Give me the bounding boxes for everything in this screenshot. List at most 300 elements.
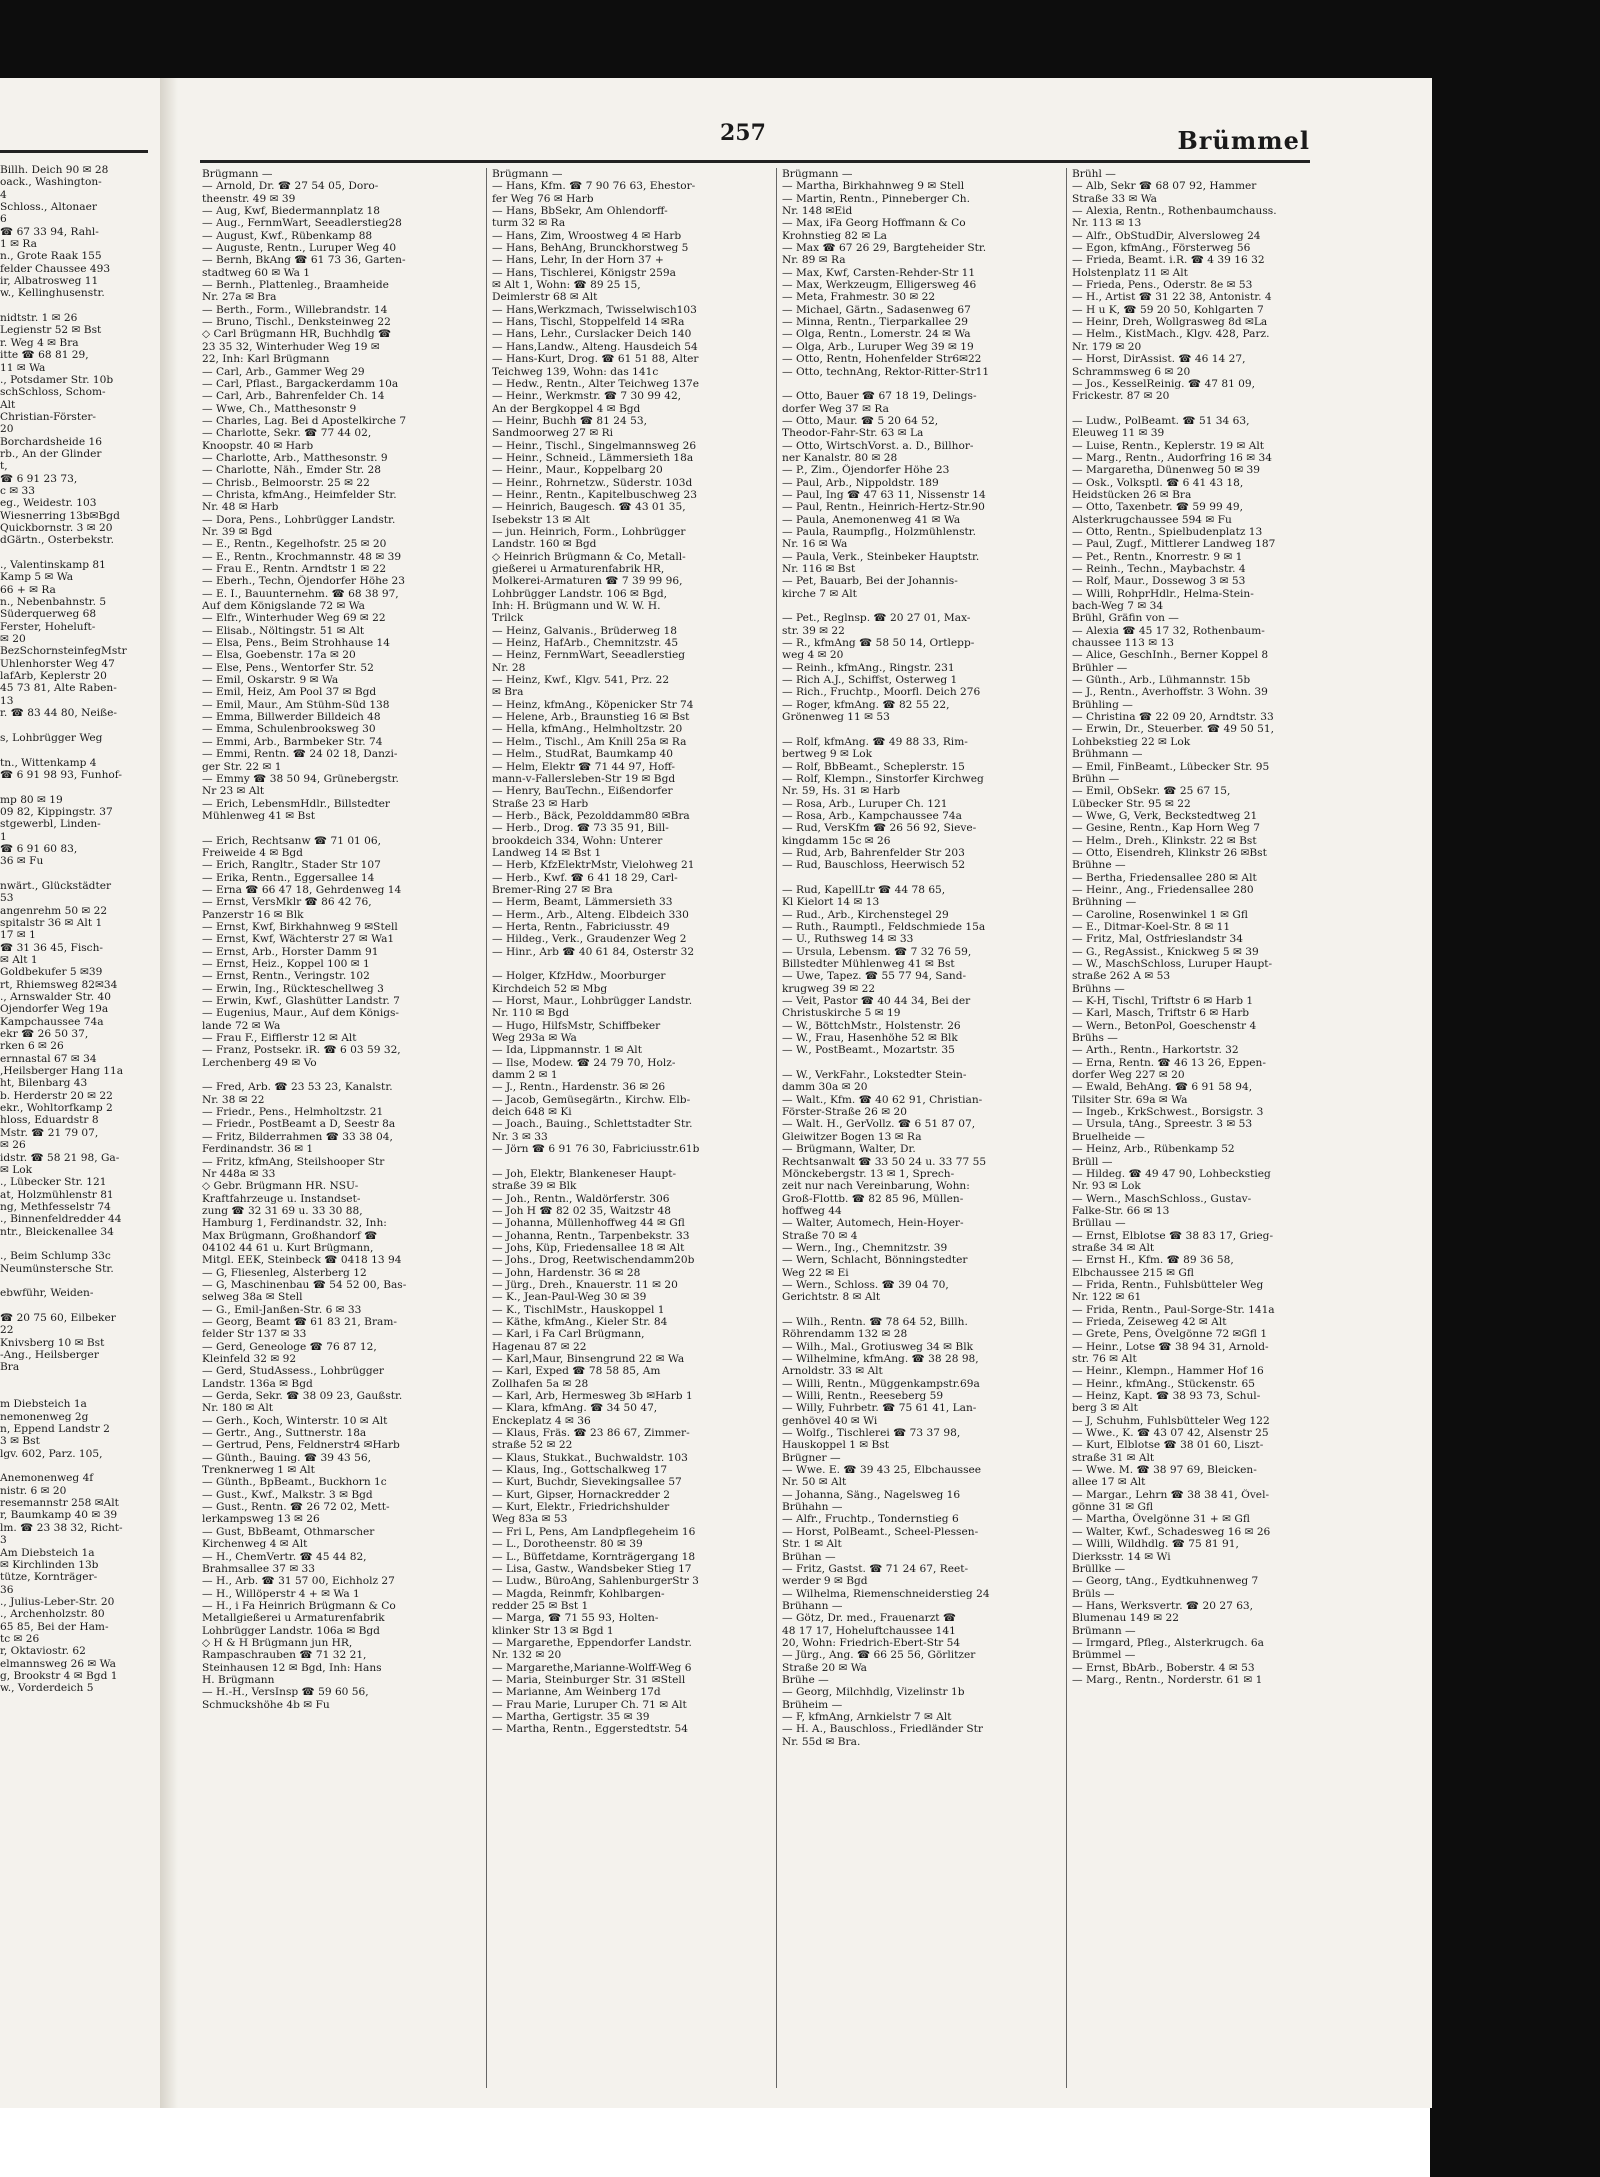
directory-line: — Wern., MaschSchloss., Gustav- xyxy=(1072,1192,1252,1205)
directory-line: m Diebsteich 1a xyxy=(0,1398,87,1411)
directory-line: — Otto, WirtschVorst. a. D., Billhor- xyxy=(782,439,974,452)
directory-line: — Erika, Rentn., Eggersallee 14 xyxy=(202,871,375,884)
directory-line: — Heinr, Buchh ☎ 81 24 53, xyxy=(492,414,647,427)
directory-line: ., Valentinskamp 81 xyxy=(0,559,106,571)
directory-line: — Elfr., Winterhuder Weg 69 ✉ 22 xyxy=(202,612,386,625)
directory-line: — Heinr., Klempn., Hammer Hof 16 xyxy=(1072,1365,1264,1378)
directory-line: n., Nebenbahnstr. 5 xyxy=(0,596,107,609)
directory-line: — Uwe, Tapez. ☎ 55 77 94, Sand- xyxy=(782,970,967,983)
guide-word: Brümmel xyxy=(1177,126,1310,155)
directory-line: — Elsa, Goebenstr. 17a ✉ 20 xyxy=(202,649,356,662)
directory-line: — Klara, kfmAng. ☎ 34 50 47, xyxy=(492,1402,658,1415)
directory-line: — H. A., Bauschloss., Friedländer Str xyxy=(782,1723,983,1736)
directory-line: — jun. Heinrich, Form., Lohbrügger xyxy=(492,525,686,538)
directory-line: — Helm, Elektr ☎ 71 44 97, Hoff- xyxy=(492,760,675,773)
directory-line: — Bernh., Plattenleg., Braamheide xyxy=(202,279,389,292)
directory-line: 36 xyxy=(0,1583,14,1596)
directory-line: Brühns — xyxy=(1072,982,1125,995)
directory-line: — Brügmann, Walter, Dr. xyxy=(782,1143,916,1156)
directory-line: — H., i Fa Heinrich Brügmann & Co xyxy=(202,1599,396,1612)
directory-line: — Johanna, Säng., Nagelsweg 16 xyxy=(782,1488,961,1501)
directory-line: — Henry, BauTechn., Eißendorfer xyxy=(492,785,673,798)
directory-line: r, Oktaviostr. 62 xyxy=(0,1645,86,1658)
directory-line: — Georg, Milchhdlg, Vizelinstr 1b xyxy=(782,1686,965,1699)
directory-line: — Heinz, Galvanis., Brüderweg 18 xyxy=(492,624,677,637)
directory-line: g, Brookstr 4 ✉ Bgd 1 xyxy=(0,1669,118,1682)
directory-line: straße 39 ✉ Blk xyxy=(492,1180,577,1193)
directory-line: nistr. 6 ✉ 20 xyxy=(0,1484,67,1497)
directory-line: — Frau Marie, Luruper Ch. 71 ✉ Alt xyxy=(492,1698,687,1711)
directory-line: — Wwe., K. ☎ 43 07 42, Alsenstr 25 xyxy=(1072,1427,1269,1440)
directory-line: — Ernst, VersMklr ☎ 86 42 76, xyxy=(202,896,372,909)
directory-line: Brühl — xyxy=(1072,168,1116,180)
directory-line: — Joh., Rentn., Waldörferstr. 306 xyxy=(492,1192,670,1205)
directory-line: Christuskirche 5 ✉ 19 xyxy=(782,1007,901,1020)
directory-line: — Hans, Tischl, Stoppelfeld 14 ✉Ra xyxy=(492,316,685,329)
directory-line: angenrehm 50 ✉ 22 xyxy=(0,904,108,917)
directory-line: Brühahn — xyxy=(782,1501,843,1514)
directory-line: itte ☎ 68 81 29, xyxy=(0,349,89,362)
directory-line: Schloss., Altonaer xyxy=(0,201,97,214)
directory-line: 66 + ✉ Ra xyxy=(0,583,56,596)
directory-line: — Christina ☎ 22 09 20, Arndtstr. 33 xyxy=(1072,711,1274,724)
directory-line: Nr. 93 ✉ Lok xyxy=(1072,1180,1141,1193)
directory-line: Mitgl. EEK, Steinbeck ☎ 0418 13 94 xyxy=(202,1254,402,1267)
directory-line: H. Brügmann xyxy=(202,1673,275,1686)
directory-line: Nr. 55d ✉ Bra. xyxy=(782,1735,861,1748)
directory-line: — August, Kwf., Rübenkamp 88 xyxy=(202,229,373,242)
directory-line: w., Kellinghusenstr. xyxy=(0,287,105,300)
directory-line: — Karl, i Fa Carl Brügmann, xyxy=(492,1328,645,1341)
directory-line: Bra xyxy=(0,1361,20,1374)
directory-line: Brühann — xyxy=(782,1599,843,1612)
directory-line: ht, Bilenbarg 43 xyxy=(0,1077,88,1090)
directory-line xyxy=(0,547,156,559)
directory-line: Isebekstr 13 ✉ Alt xyxy=(492,513,590,526)
directory-line: — Rich A.J., Schiffst, Osterweg 1 xyxy=(782,674,958,687)
directory-line: ◇ H & H Brügmann jun HR, xyxy=(202,1636,353,1649)
directory-line: Kleinfeld 32 ✉ 92 xyxy=(202,1353,297,1365)
directory-line: Brühler — xyxy=(1072,661,1128,674)
directory-line: — Hans, Kfm. ☎ 7 90 76 63, Ehestor- xyxy=(492,180,696,193)
directory-line: — Carl, Arb., Gammer Weg 29 xyxy=(202,365,365,378)
directory-line: — Ernst, Rentn., Veringstr. 102 xyxy=(202,970,370,983)
directory-line: — Georg, Beamt ☎ 61 83 21, Bram- xyxy=(202,1315,397,1328)
directory-line: brookdeich 334, Wohn: Unterer xyxy=(492,834,663,847)
directory-line: — Wern., Ing., Chemnitzstr. 39 xyxy=(782,1241,948,1254)
directory-line: Quickbornstr. 3 ✉ 20 xyxy=(0,521,113,534)
directory-line: — Herta, Rentn., Fabriciusstr. 49 xyxy=(492,920,670,933)
directory-line: — K., TischlMstr., Hauskoppel 1 xyxy=(492,1303,665,1316)
directory-line: allee 17 ✉ Alt xyxy=(1072,1476,1146,1489)
directory-line: Hauskoppel 1 ✉ Bst xyxy=(782,1439,890,1452)
directory-line: — Chrisb., Belmoorstr. 25 ✉ 22 xyxy=(202,476,370,489)
column-divider xyxy=(486,168,487,2088)
directory-line: ✉ Lok xyxy=(0,1163,33,1176)
directory-line: bach-Weg 7 ✉ 34 xyxy=(1072,600,1164,613)
directory-line: Brügner — xyxy=(782,1451,841,1464)
directory-line: — Helm., Dreh., Klinkstr. 22 ✉ Bst xyxy=(1072,834,1257,847)
directory-line: Lübecker Str. 95 ✉ 22 xyxy=(1072,797,1191,810)
directory-line: r. ☎ 83 44 80, Neiße- xyxy=(0,707,117,720)
directory-line: 1 xyxy=(0,830,7,843)
directory-line: — Margaretha, Dünenweg 50 ✉ 39 xyxy=(1072,464,1261,477)
directory-line: Brüheim — xyxy=(782,1698,843,1711)
directory-line: — K., Jean-Paul-Weg 30 ✉ 39 xyxy=(492,1291,647,1304)
left-page-rule xyxy=(0,150,148,153)
directory-line: — E., Ditmar-Koel-Str. 8 ✉ 11 xyxy=(1072,920,1231,933)
directory-line: — Friedr., PostBeamt a D, Seestr 8a xyxy=(202,1118,396,1131)
directory-line: — Heinr., Werkmstr. ☎ 7 30 99 42, xyxy=(492,390,682,403)
directory-line: — Magda, Reinmfr, Kohlbargen- xyxy=(492,1587,665,1600)
directory-line: — Auguste, Rentn., Luruper Weg 40 xyxy=(202,242,397,255)
directory-line: Straße 23 ✉ Harb xyxy=(492,797,589,810)
directory-line: — Veit, Pastor ☎ 40 44 34, Bei der xyxy=(782,995,971,1008)
directory-line: — Ursula, Lebensm. ☎ 7 32 76 59, xyxy=(782,945,972,958)
directory-line: Röhrendamm 132 ✉ 28 xyxy=(782,1328,908,1341)
directory-line: — Charlotte, Näh., Emder Str. 28 xyxy=(202,464,381,477)
directory-line: Nr. 180 ✉ Alt xyxy=(202,1402,274,1415)
directory-line: Brühl, Gräfin von — xyxy=(1072,612,1179,625)
directory-line: ◇ Heinrich Brügmann & Co, Metall- xyxy=(492,550,686,563)
directory-line xyxy=(782,1057,1062,1069)
directory-line: — Lisa, Gastw., Wandsbeker Stieg 17 xyxy=(492,1562,692,1575)
directory-line: — Johs, Küp, Friedensallee 18 ✉ Alt xyxy=(492,1241,685,1254)
directory-line: b. Herderstr 20 ✉ 22 xyxy=(0,1089,113,1102)
directory-line: — Elisab., Nöltingstr. 51 ✉ Alt xyxy=(202,624,365,637)
directory-line: — J., Rentn., Averhoffstr. 3 Wohn. 39 xyxy=(1072,686,1268,699)
directory-line: — Charlotte, Sekr. ☎ 77 44 02, xyxy=(202,427,372,440)
directory-line: bertweg 9 ✉ Lok xyxy=(782,748,873,761)
directory-line: straße 52 ✉ 22 xyxy=(492,1439,573,1452)
directory-line: — Willi, Rentn., Reeseberg 59 xyxy=(782,1390,944,1403)
directory-line: gießerei u Armaturenfabrik HR, xyxy=(492,563,665,575)
directory-line: — Otto, Taxenbetr. ☎ 59 99 49, xyxy=(1072,501,1243,514)
directory-line: Grönenweg 11 ✉ 53 xyxy=(782,711,890,724)
directory-line: — Wolfg., Tischlerei ☎ 73 37 98, xyxy=(782,1427,961,1440)
directory-line: ✉ Alt 1, Wohn: ☎ 89 25 15, xyxy=(492,279,641,292)
directory-line: rb., An der Glinder xyxy=(0,447,102,460)
directory-line: Borchardsheide 16 xyxy=(0,435,102,448)
directory-column-2 xyxy=(492,168,772,1736)
directory-line: 1 ✉ Ra xyxy=(0,238,37,251)
directory-line: — Ludw., PolBeamt. ☎ 51 34 63, xyxy=(1072,414,1250,427)
directory-line: — Gust., Kwf., Malkstr. 3 ✉ Bgd xyxy=(202,1488,373,1501)
directory-line: Kampchaussee 74a xyxy=(0,1015,104,1028)
directory-line: — Charlotte, Arb., Matthesonstr. 9 xyxy=(202,451,388,464)
directory-line: at, Holzmühlenstr 81 xyxy=(0,1188,114,1201)
directory-line: Max Brügmann, Großhandorf ☎ xyxy=(202,1229,378,1242)
directory-line: — Rosa, Arb., Luruper Ch. 121 xyxy=(782,797,948,810)
directory-line: — G, Maschinenbau ☎ 54 52 00, Bas- xyxy=(202,1278,407,1291)
directory-line: — Else, Pens., Wentorfer Str. 52 xyxy=(202,661,374,674)
directory-line: Brüllau — xyxy=(1072,1217,1126,1230)
directory-line: Schmuckshöhe 4b ✉ Fu xyxy=(202,1698,330,1711)
directory-line: — Rolf, BbBeamt., Scheplerstr. 15 xyxy=(782,760,965,773)
directory-line xyxy=(0,1300,156,1312)
directory-line: — Rich., Fruchtp., Moorfl. Deich 276 xyxy=(782,686,981,699)
directory-line: — Gertrud, Pens, Feldnerstr4 ✉Harb xyxy=(202,1439,400,1452)
directory-line: — Helm., StudRat, Baumkamp 40 xyxy=(492,748,674,761)
directory-line: — Hinr., Arb ☎ 40 61 84, Osterstr 32 xyxy=(492,945,695,958)
directory-line: str. 76 ✉ Alt xyxy=(1072,1353,1137,1365)
directory-line: tütze, Kornträger- xyxy=(0,1571,98,1584)
directory-line xyxy=(782,723,1062,735)
directory-line: — Osk., Volksptl. ☎ 6 41 43 18, xyxy=(1072,476,1244,489)
directory-line: — Wwe, G, Verk, Beckstedtweg 21 xyxy=(1072,809,1258,822)
directory-line: Mstr. ☎ 21 79 07, xyxy=(0,1126,99,1139)
directory-line: — Rosa, Arb., Kampchaussee 74a xyxy=(782,809,962,822)
directory-line: Arnoldstr. 33 ✉ Alt xyxy=(782,1365,883,1378)
directory-line: Rampaschrauben ☎ 71 32 21, xyxy=(202,1649,367,1662)
directory-line: — Eberh., Techn, Öjendorfer Höhe 23 xyxy=(202,575,406,588)
directory-line: — Gerd, StudAssess., Lohbrügger xyxy=(202,1365,384,1378)
directory-line: Tilsiter Str. 69a ✉ Wa xyxy=(1072,1093,1188,1106)
directory-line: — Olga, Arb., Luruper Weg 39 ✉ 19 xyxy=(782,340,974,353)
directory-line: — U., Ruthsweg 14 ✉ 33 xyxy=(782,933,914,946)
directory-line: — Alfr., Fruchtp., Tondernstieg 6 xyxy=(782,1513,959,1526)
directory-line: — Hans, Lehr, In der Horn 37 + xyxy=(492,254,664,267)
directory-line: spitalstr 36 ✉ Alt 1 xyxy=(0,916,103,929)
directory-line: Nr. 28 xyxy=(492,661,526,674)
directory-line: — Elsa, Pens., Beim Strohhause 14 xyxy=(202,637,391,650)
directory-line: ntr., Bleickenallee 34 xyxy=(0,1225,114,1238)
directory-line: — Gerd, Geneologe ☎ 76 87 12, xyxy=(202,1340,377,1353)
directory-line: — Arth., Rentn., Harkortstr. 32 xyxy=(1072,1044,1239,1057)
directory-line: — Heinr., Tischl., Singelmannsweg 26 xyxy=(492,439,697,452)
directory-line: — Irmgard, Pfleg., Alsterkrugch. 6a xyxy=(1072,1636,1264,1649)
directory-line: hoffweg 44 xyxy=(782,1204,842,1217)
directory-line: — W., VerkFahr., Lokstedter Stein- xyxy=(782,1069,967,1082)
directory-line: — Heinz, Kwf., Klgv. 541, Prz. 22 xyxy=(492,674,670,687)
directory-line: — Martha, Rentn., Eggerstedtstr. 54 xyxy=(492,1723,689,1736)
directory-line: Nr. 122 ✉ 61 xyxy=(1072,1291,1142,1304)
directory-line: Lohbrügger Landstr. 106a ✉ Bgd xyxy=(202,1624,380,1637)
directory-line: — Bruno, Tischl., Denksteinweg 22 xyxy=(202,316,391,329)
directory-line: Blumenau 149 ✉ 22 xyxy=(1072,1612,1179,1625)
directory-line: — Ernst, Arb., Horster Damm 91 xyxy=(202,945,379,958)
directory-line: — Klaus, Ing., Gottschalkweg 17 xyxy=(492,1464,668,1477)
directory-line: — Horst, Maur., Lohbrügger Landstr. xyxy=(492,995,693,1008)
directory-line: — L., Dorotheenstr. 80 ✉ 39 xyxy=(492,1538,643,1551)
directory-line: Lerchenberg 49 ✉ Vo xyxy=(202,1056,317,1069)
directory-line: 09 82, Kippingstr. 37 xyxy=(0,805,113,818)
column-divider xyxy=(776,168,777,2088)
directory-line: Nr. 39 ✉ Bgd xyxy=(202,525,273,538)
directory-line: ,Heilsberger Hang 11a xyxy=(0,1065,124,1078)
directory-line: 11 ✉ Wa xyxy=(0,361,46,374)
directory-line: — Kurt, Buchdr, Sievekingsallee 57 xyxy=(492,1476,682,1489)
directory-line: — Götz, Dr. med., Frauenarzt ☎ xyxy=(782,1612,957,1625)
directory-line: — W., Frau, Hasenhöhe 52 ✉ Blk xyxy=(782,1032,958,1045)
directory-line: damm 30a ✉ 20 xyxy=(782,1081,868,1094)
directory-line: — Emil, Oskarstr. 9 ✉ Wa xyxy=(202,674,339,687)
directory-line: 53 xyxy=(0,892,14,905)
directory-line: — Johanna, Müllenhoffweg 44 ✉ Gfl xyxy=(492,1217,685,1230)
directory-line: — Jürg., Ang. ☎ 66 25 56, Görlitzer xyxy=(782,1649,976,1662)
directory-line: werder 9 ✉ Bgd xyxy=(782,1575,868,1588)
directory-line: Bruelheide — xyxy=(1072,1130,1145,1143)
directory-line: Nr. 148 ✉Eid xyxy=(782,205,853,218)
directory-line: — Carl, Arb., Bahrenfelder Ch. 14 xyxy=(202,390,385,403)
directory-line: Bremer-Ring 27 ✉ Bra xyxy=(492,883,613,896)
page-header xyxy=(200,120,1310,160)
directory-line: — Wwe. M. ☎ 38 97 69, Bleicken- xyxy=(1072,1464,1257,1477)
directory-line: — Luise, Rentn., Keplerstr. 19 ✉ Alt xyxy=(1072,439,1265,452)
directory-line: — Walter, Automech, Hein-Hoyer- xyxy=(782,1217,964,1230)
directory-line: Legienstr 52 ✉ Bst xyxy=(0,324,102,337)
column-divider xyxy=(1066,168,1067,2088)
directory-line: — Emma, Schulenbrooksweg 30 xyxy=(202,723,376,736)
directory-line: Gleiwitzer Bogen 13 ✉ Ra xyxy=(782,1130,922,1143)
directory-line: Molkerei-Armaturen ☎ 7 39 99 96, xyxy=(492,575,683,588)
directory-line: — Olga, Rentn., Lomerstr. 24 ✉ Wa xyxy=(782,328,971,341)
header-rule xyxy=(200,160,1310,163)
directory-line: — Wwe. E. ☎ 39 43 25, Elbchaussee xyxy=(782,1464,982,1477)
directory-line: — J, Schuhm, Fuhlsbütteler Weg 122 xyxy=(1072,1414,1270,1427)
directory-line: — Wern., BetonPol, Goeschenstr 4 xyxy=(1072,1019,1257,1032)
directory-line: — H., ChemVertr. ☎ 45 44 82, xyxy=(202,1550,367,1563)
directory-line: — Hans-Kurt, Drog. ☎ 61 51 88, Alter xyxy=(492,353,699,366)
directory-line: straße 31 ✉ Alt xyxy=(1072,1451,1155,1464)
directory-line: Wiesnerring 13b✉Bgd xyxy=(0,509,120,522)
directory-line: Uhlenhorster Weg 47 xyxy=(0,657,115,670)
directory-line: — Otto, Bauer ☎ 67 18 19, Delings- xyxy=(782,390,977,403)
directory-line: — Walt. H., GerVollz. ☎ 6 51 87 07, xyxy=(782,1118,976,1131)
directory-line: Kl Kielort 14 ✉ 13 xyxy=(782,896,880,909)
directory-line: Weg 83a ✉ 53 xyxy=(492,1513,568,1526)
directory-line: — Heinz, FernmWart, Seeadlerstieg xyxy=(492,649,686,662)
directory-line: Knivsberg 10 ✉ Bst xyxy=(0,1336,105,1349)
directory-line: resemannstr 258 ✉Alt xyxy=(0,1497,119,1510)
directory-line: — Gust., Rentn. ☎ 26 72 02, Mett- xyxy=(202,1501,390,1514)
directory-line: Rechtsanwalt ☎ 33 50 24 u. 33 77 55 xyxy=(782,1155,987,1168)
directory-line: straße 262 A ✉ 53 xyxy=(1072,970,1171,983)
directory-line: redder 25 ✉ Bst 1 xyxy=(492,1599,589,1612)
directory-line: ., Potsdamer Str. 10b xyxy=(0,373,114,386)
directory-line: nidtstr. 1 ✉ 26 xyxy=(0,312,78,325)
directory-line xyxy=(492,958,772,970)
directory-line: — Joh, Elektr, Blankeneser Haupt- xyxy=(492,1167,677,1180)
directory-line: — Fritz, Mal, Ostfrieslandstr 34 xyxy=(1072,933,1243,946)
directory-line: — Heinr., Schneid., Lämmersieth 18a xyxy=(492,451,694,464)
directory-line: eg., Weidestr. 103 xyxy=(0,497,97,510)
directory-line: Nr. 59, Hs. 31 ✉ Harb xyxy=(782,785,901,798)
directory-line: — Herm, Beamt, Lämmersieth 33 xyxy=(492,896,673,909)
directory-line: — Otto, technAng, Rektor-Ritter-Str11 xyxy=(782,365,990,378)
directory-line: n, Eppend Landstr 2 xyxy=(0,1423,110,1436)
directory-line: — Jörn ☎ 6 91 76 30, Fabriciusstr.61b xyxy=(492,1143,700,1156)
directory-line: Straße 33 ✉ Wa xyxy=(1072,192,1157,205)
directory-line: — Erich, Rechtsanw ☎ 71 01 06, xyxy=(202,834,382,847)
directory-line: Kraftfahrzeuge u. Instandset- xyxy=(202,1192,361,1205)
directory-line: — W., BöttchMstr., Holstenstr. 26 xyxy=(782,1019,961,1032)
directory-line: — Franz, Postsekr. iR. ☎ 6 03 59 32, xyxy=(202,1044,401,1057)
directory-line xyxy=(0,868,156,880)
directory-line: — Emil, Heiz, Am Pool 37 ✉ Bgd xyxy=(202,686,377,699)
directory-line: Mönckebergstr. 13 ✉ 1, Sprech- xyxy=(782,1167,955,1180)
directory-line xyxy=(0,744,156,756)
directory-line xyxy=(782,1304,1062,1316)
directory-line: — L., Büffetdame, Kornträgergang 18 xyxy=(492,1550,696,1563)
directory-line: — Emil, Maur., Am Stühm-Süd 138 xyxy=(202,698,390,711)
directory-line: — Horst, DirAssist. ☎ 46 14 27, xyxy=(1072,353,1246,366)
directory-line: — Rud, Bauschloss, Heerwisch 52 xyxy=(782,859,966,872)
directory-line: Kamp 5 ✉ Wa xyxy=(0,571,74,584)
directory-line: — Michael, Gärtn., Sadasenweg 67 xyxy=(782,303,971,316)
directory-line: — H.-H., VersInsp ☎ 59 60 56, xyxy=(202,1686,369,1699)
directory-line: — Fritz, Gastst. ☎ 71 24 67, Reet- xyxy=(782,1562,969,1575)
directory-line: Brümann — xyxy=(1072,1624,1136,1637)
directory-line: — Karl, Exped ☎ 78 58 85, Am xyxy=(492,1365,661,1378)
directory-line: — Ruth., Raumptl., Feldschmiede 15a xyxy=(782,920,986,933)
directory-line: — Marg., Rentn., Norderstr. 61 ✉ 1 xyxy=(1072,1673,1263,1686)
directory-line: c ✉ 33 xyxy=(0,484,36,497)
directory-line xyxy=(0,1374,156,1386)
directory-line: selweg 38a ✉ Stell xyxy=(202,1291,303,1304)
directory-line: — Ida, Lippmannstr. 1 ✉ Alt xyxy=(492,1044,642,1057)
directory-line: 36 ✉ Fu xyxy=(0,855,44,868)
directory-line: — Otto, Rentn., Spielbudenplatz 13 xyxy=(1072,525,1263,538)
directory-line: — Wilhelmine, kfmAng. ☎ 38 28 98, xyxy=(782,1353,979,1365)
directory-line: hloss, Eduardstr 8 xyxy=(0,1114,99,1127)
directory-line: Kirchdeich 52 ✉ Mbg xyxy=(492,982,608,995)
directory-line: — Heinr., Rohrnetzw., Süderstr. 103d xyxy=(492,476,693,489)
directory-line: — Wern, Schlacht, Bönningstedter xyxy=(782,1254,968,1267)
directory-line: — E., Rentn., Kegelhofstr. 25 ✉ 20 xyxy=(202,538,387,551)
directory-line: Nr. 3 ✉ 33 xyxy=(492,1130,548,1143)
directory-line: — H., Willöperstr 4 + ✉ Wa 1 xyxy=(202,1587,360,1600)
directory-line: Teichweg 139, Wohn: das 141c xyxy=(492,365,659,378)
directory-line: — Max ☎ 67 26 29, Bargteheider Str. xyxy=(782,242,987,255)
directory-line: — Herb., Kwf. ☎ 6 41 18 29, Carl- xyxy=(492,871,678,884)
directory-line: Hagenau 87 ✉ 22 xyxy=(492,1340,587,1353)
directory-line: — H., Arb. ☎ 31 57 00, Eichholz 27 xyxy=(202,1575,395,1588)
directory-line: — Emmi, Rentn. ☎ 24 02 18, Danzi- xyxy=(202,748,398,761)
directory-line: — Heinr., Lotse ☎ 38 94 31, Arnold- xyxy=(1072,1340,1269,1353)
directory-line: Brüls — xyxy=(1072,1587,1115,1600)
directory-line: Nr. 27a ✉ Bra xyxy=(202,291,277,304)
directory-line: Nr. 179 ✉ 20 xyxy=(1072,340,1142,353)
directory-line: Kirchenweg 4 ✉ Alt xyxy=(202,1538,308,1551)
directory-line xyxy=(782,600,1062,612)
directory-line: Weg 293a ✉ Wa xyxy=(492,1032,577,1045)
directory-line: — Alb, Sekr ☎ 68 07 92, Hammer xyxy=(1072,180,1257,193)
directory-line: — Meta, Frahmestr. 30 ✉ 22 xyxy=(782,291,936,304)
directory-line: ☎ 67 33 94, Rahl- xyxy=(0,225,99,238)
directory-line: — Paul, Ing ☎ 47 63 11, Nissenstr 14 xyxy=(782,488,986,501)
directory-line: — Herb., Drog. ☎ 73 35 91, Bill- xyxy=(492,822,669,835)
directory-line: 3 ✉ Bst xyxy=(0,1435,40,1448)
directory-line: dorfer Weg 227 ✉ 20 xyxy=(1072,1069,1185,1082)
directory-line: Trilck xyxy=(492,612,524,625)
directory-line: — Heinz, HafArb., Chemnitzstr. 45 xyxy=(492,637,679,650)
directory-line: ., Arnswalder Str. 40 xyxy=(0,991,111,1004)
directory-line: — Emmy ☎ 38 50 94, Grünebergstr. xyxy=(202,772,399,785)
directory-line: lafArb, Keplerstr 20 xyxy=(0,670,107,683)
directory-line: Dierksstr. 14 ✉ Wi xyxy=(1072,1550,1171,1563)
directory-line: — Fritz, Bilderrahmen ☎ 33 38 04, xyxy=(202,1130,393,1143)
directory-line: Billh. Deich 90 ✉ 28 xyxy=(0,164,109,176)
directory-line: ., Binnenfeldredder 44 xyxy=(0,1213,122,1226)
directory-line: Brühe — xyxy=(782,1673,829,1686)
directory-line: kingdamm 15c ✉ 26 xyxy=(782,834,891,847)
directory-line: — Rud, KapellLtr ☎ 44 78 65, xyxy=(782,883,946,896)
directory-line: — Heinz, kfmAng., Köpenicker Str 74 xyxy=(492,698,694,711)
directory-line: — Emil, FinBeamt., Lübecker Str. 95 xyxy=(1072,760,1270,773)
directory-line: Sandmoorweg 27 ✉ Ri xyxy=(492,427,613,440)
directory-line: 17 ✉ 1 xyxy=(0,929,36,942)
